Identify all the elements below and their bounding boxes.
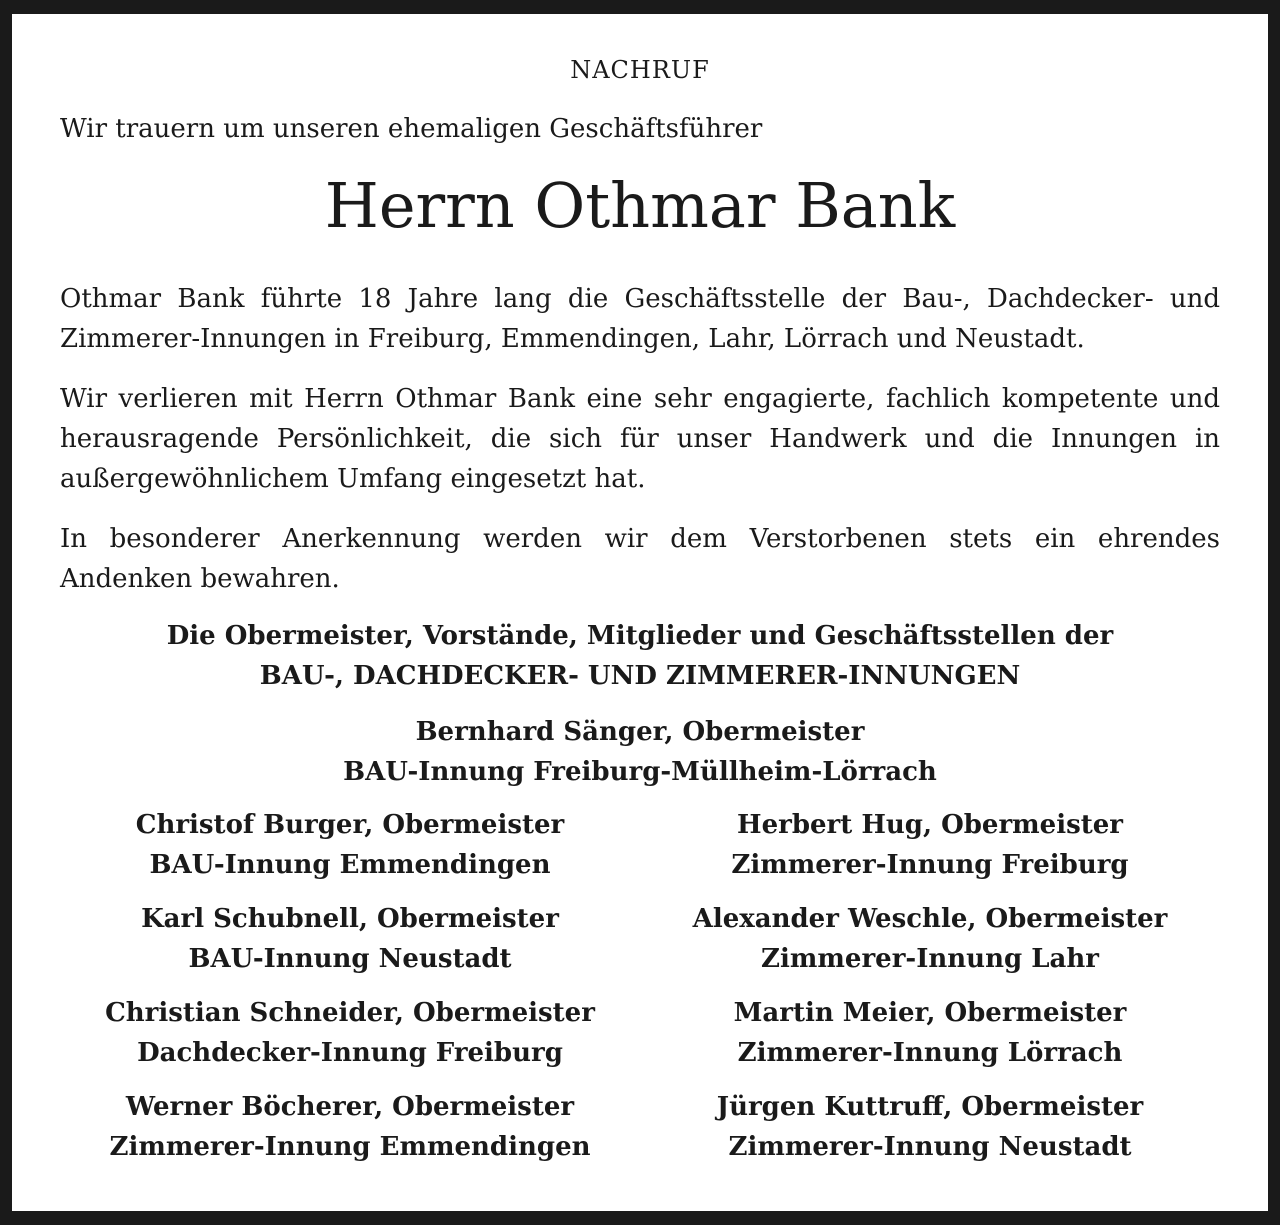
signature-guild: BAU-Innung Emmendingen bbox=[149, 850, 551, 880]
signature-name: Jürgen Kuttruff, Obermeister bbox=[716, 1092, 1144, 1122]
intro-line: Wir trauern um unseren ehemaligen Geschäftsführer bbox=[60, 114, 763, 144]
deceased-name: Herrn Othmar Bank bbox=[324, 169, 956, 242]
signature-guild: Zimmerer-Innung Neustadt bbox=[728, 1132, 1132, 1162]
signature-guild: Zimmerer-Innung Emmendingen bbox=[109, 1132, 591, 1162]
signature-grid bbox=[60, 805, 1220, 1167]
signature-guild: BAU-Innung Neustadt bbox=[188, 944, 512, 974]
signature-guild: Zimmerer-Innung Lörrach bbox=[737, 1038, 1123, 1068]
signature-name: Karl Schubnell, Obermeister bbox=[141, 904, 559, 934]
signature-name: Werner Böcherer, Obermeister bbox=[125, 1092, 575, 1122]
signature-item bbox=[60, 1087, 640, 1167]
signature-item bbox=[60, 899, 640, 979]
signature-item bbox=[640, 805, 1220, 885]
signature-name: Christian Schneider, Obermeister bbox=[105, 998, 595, 1028]
paragraph-tribute: Wir verlieren mit Herrn Othmar Bank eine sehr engagierte, fachlich kompetente und herausragende Persönlichkeit, die sich für unser Handwerk und die Innungen in außergewöhnlichem Umfang eingesetzt hat. bbox=[60, 384, 1220, 494]
paragraph-tenure: Othmar Bank führte 18 Jahre lang die Geschäftsstelle der Bau-, Dachdecker- und Zimmerer-Innungen in Freiburg, Emmendingen, Lahr, Lörrach und Neustadt. bbox=[60, 284, 1220, 354]
signature-guild: Dachdecker-Innung Freiburg bbox=[137, 1038, 563, 1068]
signature-item bbox=[60, 993, 640, 1073]
signature-guild: Zimmerer-Innung Freiburg bbox=[731, 850, 1129, 880]
notice-heading: NACHRUF bbox=[570, 56, 710, 84]
signature-name: Alexander Weschle, Obermeister bbox=[692, 904, 1168, 934]
signature-name: Herbert Hug, Obermeister bbox=[737, 810, 1123, 840]
chair-signature bbox=[60, 712, 1220, 792]
paragraph-remembrance: In besonderer Anerkennung werden wir dem Verstorbenen stets ein ehrendes Andenken bewahren. bbox=[60, 524, 1220, 594]
signature-item bbox=[640, 899, 1220, 979]
signers-block bbox=[60, 616, 1220, 696]
signature-name: Christof Burger, Obermeister bbox=[135, 810, 565, 840]
signature-name: Martin Meier, Obermeister bbox=[733, 998, 1127, 1028]
chair-guild: BAU-Innung Freiburg-Müllheim-Lörrach bbox=[343, 757, 937, 787]
signers-guilds: BAU-, DACHDECKER- UND ZIMMERER-INNUNGEN bbox=[259, 661, 1021, 691]
signature-item bbox=[640, 1087, 1220, 1167]
signature-item bbox=[60, 805, 640, 885]
signature-item bbox=[640, 993, 1220, 1073]
signature-guild: Zimmerer-Innung Lahr bbox=[761, 944, 1099, 974]
chair-name: Bernhard Sänger, Obermeister bbox=[415, 717, 865, 747]
signers-line: Die Obermeister, Vorstände, Mitglieder und Geschäftsstellen der bbox=[166, 621, 1114, 651]
